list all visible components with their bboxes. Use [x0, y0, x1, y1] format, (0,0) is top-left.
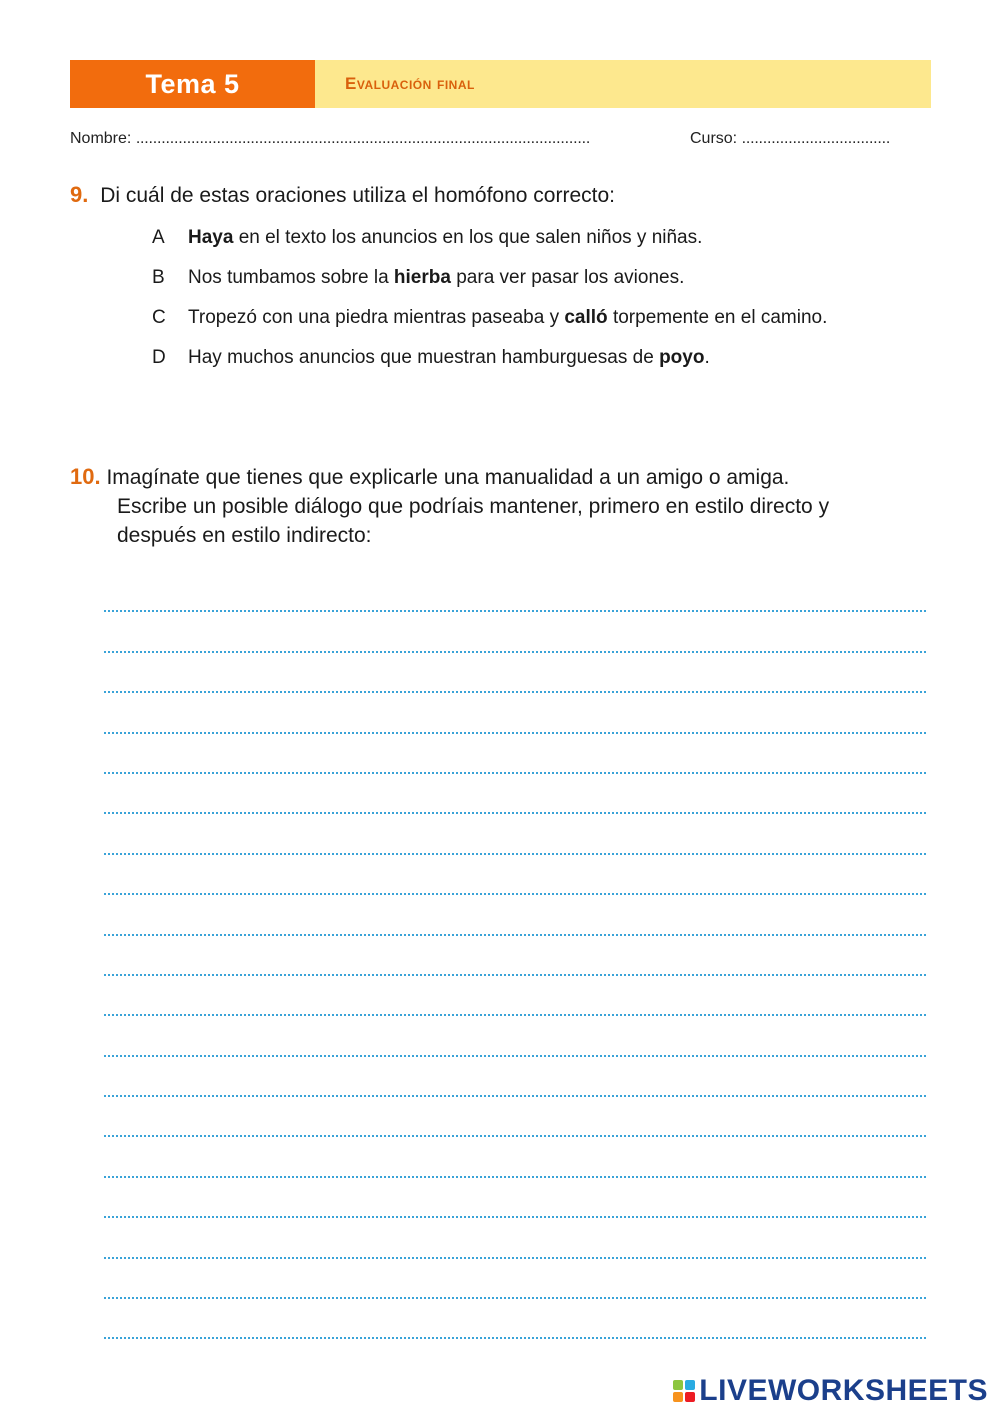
question-10 [70, 462, 830, 550]
answer-line[interactable] [104, 895, 926, 935]
answer-line[interactable] [104, 1299, 926, 1339]
name-dots: ........................................................................................................... [135, 130, 591, 147]
question-10-number: 10. [70, 464, 101, 489]
option-letter: A [152, 227, 165, 248]
answer-line[interactable] [104, 976, 926, 1016]
logo-square [685, 1380, 695, 1390]
question-9 [70, 182, 615, 208]
option-letter: B [152, 267, 165, 288]
answer-line[interactable] [104, 1178, 926, 1218]
logo-square [685, 1392, 695, 1402]
logo-square [673, 1392, 683, 1402]
answer-line[interactable] [104, 653, 926, 693]
option-d[interactable] [152, 344, 872, 371]
answer-line[interactable] [104, 936, 926, 976]
unit-title: Tema 5 [70, 60, 315, 108]
logo-square [673, 1380, 683, 1390]
course-dots: ................................... [741, 130, 891, 147]
option-b[interactable] [152, 264, 872, 291]
name-label: Nombre: [70, 130, 132, 147]
option-letter: C [152, 307, 166, 328]
option-c[interactable] [152, 304, 872, 331]
option-text: Nos tumbamos sobre la hierba para ver pasar los aviones. [188, 267, 685, 288]
question-9-number: 9. [70, 182, 89, 207]
option-text: Haya en el texto los anuncios en los que salen niños y niñas. [188, 227, 703, 248]
question-9-options [152, 224, 872, 384]
answer-line[interactable] [104, 774, 926, 814]
logo-mark-icon [673, 1380, 695, 1402]
answer-line[interactable] [104, 1259, 926, 1299]
answer-line[interactable] [104, 572, 926, 612]
logo-text: LIVEWORKSHEETS [699, 1374, 988, 1407]
option-a[interactable] [152, 224, 872, 251]
answer-line[interactable] [104, 1218, 926, 1258]
evaluation-title: Evaluación final [315, 60, 931, 108]
course-field[interactable] [690, 130, 890, 148]
answer-line[interactable] [104, 734, 926, 774]
answer-line[interactable] [104, 1016, 926, 1056]
question-9-text: Di cuál de estas oraciones utiliza el homófono correcto: [100, 184, 615, 207]
worksheet-header [70, 60, 931, 108]
answer-line[interactable] [104, 1097, 926, 1137]
option-text: Hay muchos anuncios que muestran hamburguesas de poyo. [188, 347, 710, 368]
option-letter: D [152, 347, 166, 368]
answer-line[interactable] [104, 1137, 926, 1177]
answer-line[interactable] [104, 693, 926, 733]
liveworksheets-logo [673, 1374, 988, 1408]
answer-line[interactable] [104, 1057, 926, 1097]
answer-line[interactable] [104, 855, 926, 895]
name-field[interactable] [70, 130, 590, 148]
answer-area[interactable] [104, 572, 926, 1339]
course-label: Curso: [690, 130, 738, 147]
answer-line[interactable] [104, 612, 926, 652]
answer-line[interactable] [104, 814, 926, 854]
question-10-text: Imagínate que tienes que explicarle una manualidad a un amigo o amiga. Escribe un posible diálogo que podríais mantener, primero en estilo directo y después en estilo indirecto: [106, 466, 830, 547]
option-text: Tropezó con una piedra mientras paseaba y calló torpemente en el camino. [188, 307, 828, 328]
